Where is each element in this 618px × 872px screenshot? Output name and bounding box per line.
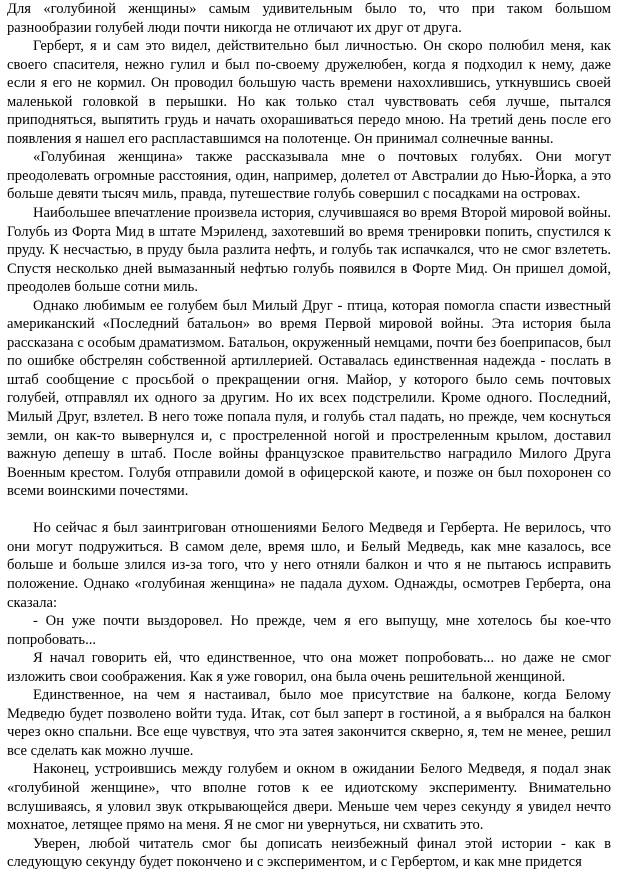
paragraph-10: Наконец, устроившись между голубем и окном в ожидании Белого Медведя, я подал знак «голубиной женщине», что вполне готов к ее идиотскому эксперименту. Внимательно вслушиваясь, я уловил звук открывающейся двери. Меньше чем через секунду я увидел нечто мохнатое, летящее прямо на меня. Я не смог ни увернуться, ни схватить это. (7, 761, 611, 834)
paragraph-9: Единственное, на чем я настаивал, было мое присутствие на балконе, когда Белому Медведю будет позволено войти туда. Итак, сот был заперт в гостиной, а я выбрался на балкон через окно спальни. Все еще чувствуя, что эта затея закончится скверно, я, тем не менее, решил все сделать как можно лучше. (7, 687, 611, 759)
paragraph-11: Уверен, любой читатель смог бы дописать неизбежный финал этой истории - как в следующую секунду будет покончено и с экспериментом, и с Гербертом, и как мне придется (7, 835, 611, 871)
paragraph-2: Герберт, я и сам это видел, действительно был личностью. Он скоро полюбил меня, как своего спасителя, нежно гулил и был по-своему дружелюбен, когда я подходил к нему, даже если я его не кормил. Он проводил большую часть времени нахохлившись, уткнувшись своей маленькой головкой в перышки. Но как только стал чувствовать себя лучше, пытался приподняться, выпятить грудь и начать охорашиваться передо мною. На третий день после его появления я нашел его распластавшимся на полотенце. Он принимал солнечные ванны. (7, 38, 611, 147)
document-page (7, 0, 611, 872)
paragraph-4: Наибольшее впечатление произвела история, случившаяся во время Второй мировой войны. Голубь из Форта Мид в штате Мэриленд, захотевший во время тренировки попить, спустился к пруду. К несчастью, в пруду была разлита нефть, и голубь так испачкался, что не смог взлететь. Спустя несколько дней вымазанный нефтью голубь появился в Форте Мид. Он пришел домой, преодолев больше сотни миль. (7, 205, 611, 296)
paragraph-3: «Голубиная женщина» также рассказывала мне о почтовых голубях. Они могут преодолевать огромные расстояния, один, например, долетел от Австралии до Нью-Йорка, а это больше девяти тысяч миль, правда, путешествие голубь совершил с посадками на островах. (7, 149, 611, 203)
paragraph-5: Однако любимым ее голубем был Милый Друг - птица, которая помогла спасти известный американский «Последний батальон» во время Первой мировой войны. Эта история была рассказана с особым драматизмом. Батальон, окруженный немцами, почти без боеприпасов, был по ошибке обстрелян собственной артиллерией. Оставалась единственная надежда - послать в штаб сообщение с просьбой о прекращении огня. Майор, у которого было семь почтовых голубей, отправлял их одного за другим. Но их всех подстрелили. Кроме одного. Последний, Милый Друг, взлетел. В него тоже попала пуля, и голубь стал падать, но прежде, чем коснуться земли, он как-то вывернулся и, с простреленной ногой и простреленным крылом, доставил важную депешу в штаб. После войны французское правительство наградило Милого Друга Военным крестом. Голубя отправили домой в офицерской каюте, и позже он был похоронен со всеми воинскими почестями. (7, 297, 611, 500)
paragraph-1: Для «голубиной женщины» самым удивительным было то, что при таком большом разнообразии голубей люди почти никогда не отличают их друг от друга. (7, 1, 611, 36)
paragraph-6: Но сейчас я был заинтригован отношениями Белого Медведя и Герберта. Не верилось, что они могут подружиться. В самом деле, время шло, и Белый Медведь, как мне казалось, все больше и больше злился из-за того, что у него отняли балкон и что я не пытаюсь исправить положение. Однако «голубиная женщина» не падала духом. Однажды, осмотрев Герберта, она сказала: (7, 520, 611, 611)
paragraph-8: Я начал говорить ей, что единственное, что она может попробовать... но даже не смог изложить свои соображения. Как я уже говорил, она была очень решительной женщиной. (7, 650, 611, 685)
paragraph-7: - Он уже почти выздоровел. Но прежде, чем я его выпущу, мне хотелось бы кое-что попробовать... (7, 613, 611, 648)
